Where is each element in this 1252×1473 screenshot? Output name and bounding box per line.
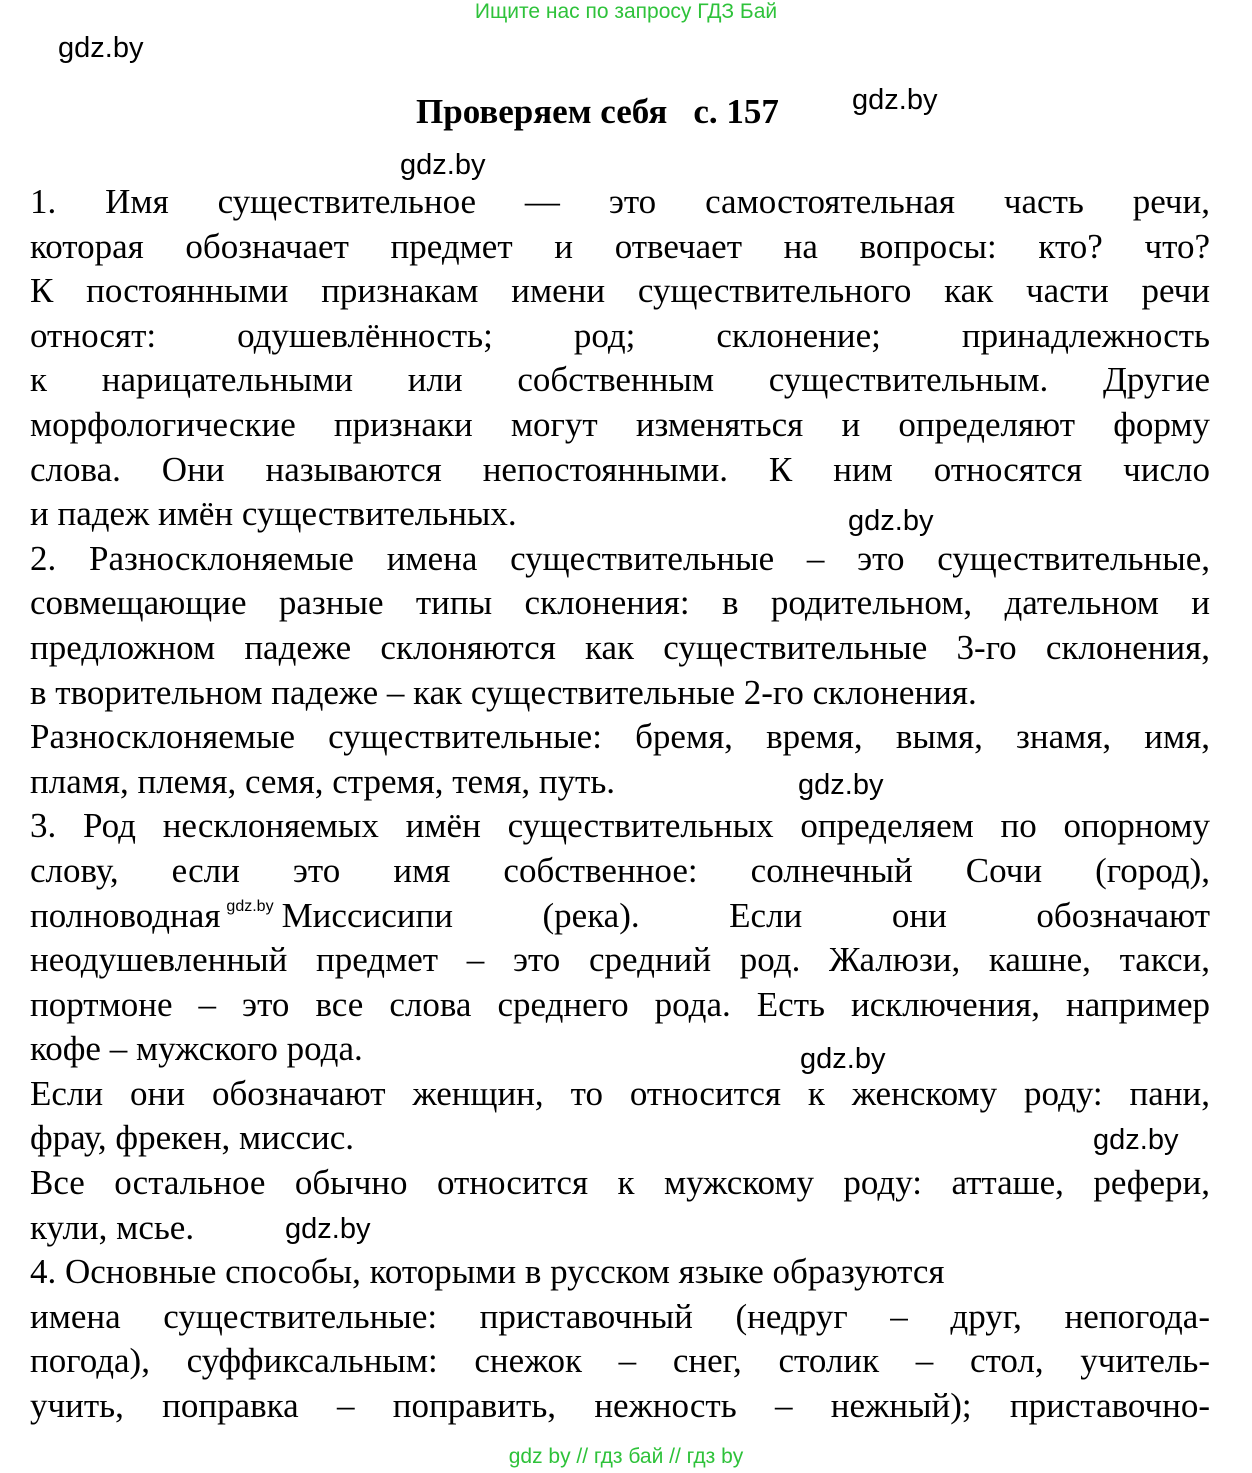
page-title: [416, 91, 779, 133]
text-line: к нарицательными или собственным существительным. Другие: [30, 360, 1210, 400]
watermark: gdz.by: [58, 32, 144, 64]
text-fragment: [30, 894, 274, 939]
text-line: морфологические признаки могут изменяться и определяют форму: [30, 404, 1210, 444]
text-line: фрау, фрекен, миссис.: [30, 1118, 355, 1158]
text-line: имена существительные: приставочный (недруг – друг, непогода-: [30, 1296, 1210, 1336]
text-line: 1. Имя существительное — это самостоятельная часть речи,: [30, 182, 1210, 221]
top-banner: Ищите нас по запросу ГДЗ Бай: [474, 0, 778, 23]
text-line: 4. Основные способы, которыми в русском языке образуются: [30, 1252, 945, 1292]
text-line: и падеж имён существительных.: [30, 494, 517, 534]
watermark: gdz.by: [852, 84, 938, 116]
text-line: которая обозначает предмет и отвечает на вопросы: кто? что?: [30, 226, 1210, 266]
text-fragment: полноводная: [30, 895, 221, 935]
watermark: gdz.by: [400, 149, 486, 181]
text-line: кули, мсье.: [30, 1207, 195, 1247]
text-fragment: Миссисипи (река). Если они обозначают: [281, 895, 1210, 935]
text-line: Если они обозначают женщин, то относится к женскому роду: пани,: [30, 1073, 1210, 1113]
text-line: предложном падеже склоняются как существительные 3-го склонения,: [30, 627, 1210, 667]
watermark: gdz.by: [848, 505, 934, 537]
text-line: погода), суффиксальным: снежок – снег, столик – стол, учитель-: [30, 1341, 1210, 1381]
text-line: слову, если это имя собственное: солнечный Сочи (город),: [30, 850, 1210, 890]
text-line: Разносклоняемые существительные: бремя, время, вымя, знамя, имя,: [30, 717, 1210, 757]
title-page-number: с. 157: [693, 92, 779, 131]
text-line: пламя, племя, семя, стремя, темя, путь.: [30, 761, 616, 801]
text-line: неодушевленный предмет – это средний род. Жалюзи, кашне, такси,: [30, 940, 1210, 980]
text-line: относят: одушевлённость; род; склонение; принадлежность: [30, 315, 1210, 355]
footer: gdz by // гдз бай // гдз by: [508, 1445, 744, 1468]
title-text: Проверяем себя: [416, 92, 668, 131]
watermark: gdz.by: [226, 897, 274, 915]
text-line: 3. Род несклоняемых имён существительных определяем по опорному: [30, 806, 1210, 846]
text-line: Все остальное обычно относится к мужскому роду: атташе, рефери,: [30, 1163, 1210, 1203]
watermark: gdz.by: [285, 1213, 371, 1245]
text-line: кофе – мужского рода.: [30, 1029, 363, 1069]
document-body: [30, 180, 1210, 1429]
watermark: gdz.by: [800, 1043, 886, 1075]
text-line: слова. Они называются непостоянными. К ним относятся число: [30, 449, 1210, 489]
watermark: gdz.by: [798, 769, 884, 801]
text-line-with-watermark: [30, 894, 1210, 939]
text-line: К постоянными признакам имени существительного как части речи: [30, 271, 1210, 311]
text-line: портмоне – это все слова среднего рода. Есть исключения, например: [30, 984, 1210, 1024]
watermark: gdz.by: [1093, 1124, 1179, 1156]
text-line: в творительном падеже – как существительные 2-го склонения.: [30, 672, 977, 712]
text-line: учить, поправка – поправить, нежность – нежный); приставочно-: [30, 1386, 1210, 1426]
text-line: совмещающие разные типы склонения: в родительном, дательном и: [30, 583, 1210, 623]
text-line: 2. Разносклоняемые имена существительные – это существительные,: [30, 538, 1210, 578]
